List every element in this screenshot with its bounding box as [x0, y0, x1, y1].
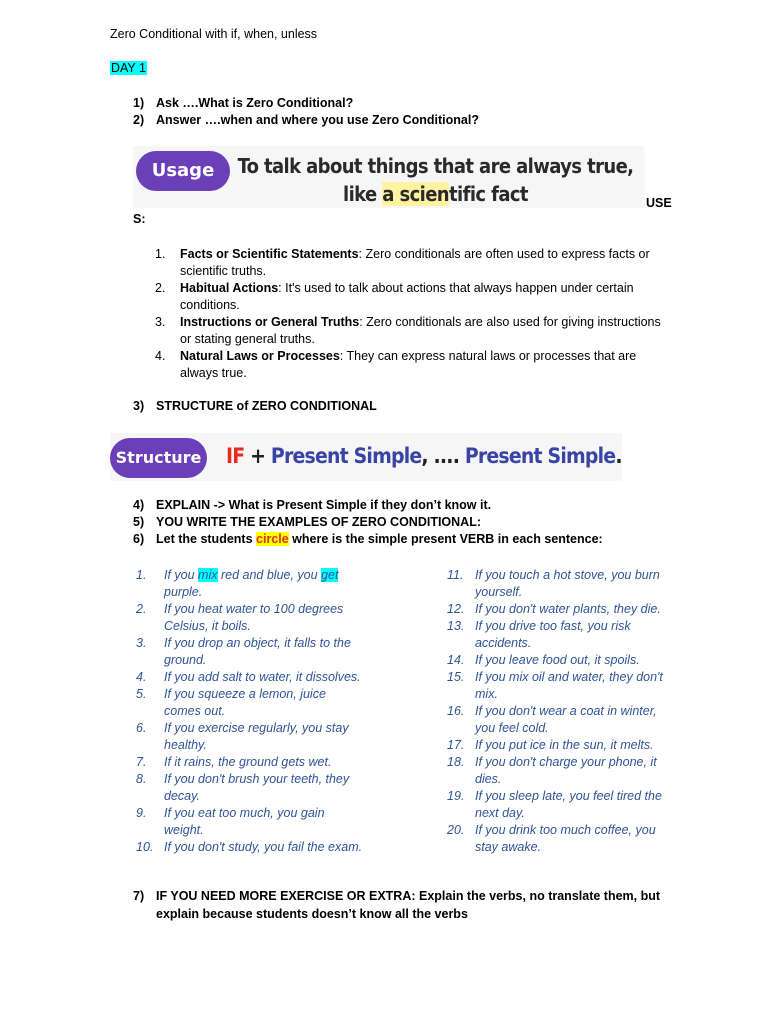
examples-left-column — [136, 567, 366, 856]
example-number: 8. — [136, 772, 147, 786]
verb-highlight: mix — [198, 568, 218, 582]
use-item — [155, 314, 675, 348]
step-number: 6) — [133, 532, 145, 546]
example-text: If you don't study, you fail the exam. — [164, 840, 363, 854]
example-item — [447, 567, 679, 601]
usage-banner — [133, 146, 645, 208]
uses-label-part-1: USE — [646, 196, 672, 210]
step-6 — [133, 532, 603, 546]
example-text: If you don't water plants, they die. — [475, 602, 661, 616]
example-text: If you don't brush your teeth, they decay. — [164, 772, 350, 803]
use-item — [155, 280, 675, 314]
example-text: If you drive too fast, you risk accidents. — [475, 619, 631, 650]
example-number: 12. — [447, 602, 465, 616]
example-item — [447, 754, 679, 788]
example-number: 6. — [136, 721, 147, 735]
example-text: If you heat water to 100 degrees Celsius, it boils. — [164, 602, 344, 633]
example-item — [136, 771, 366, 805]
uses-label-part-2: S: — [133, 212, 146, 226]
example-item — [447, 601, 679, 618]
document-title: Zero Conditional with if, when, unless — [110, 27, 318, 41]
usage-line-2-end: tific fact — [449, 182, 528, 206]
usage-line-2-start: like — [343, 182, 383, 206]
step-number: 2) — [133, 113, 145, 127]
use-description: : It's used to talk about actions that always happen under certain conditions. — [180, 281, 634, 312]
example-text: If you touch a hot stove, you burn yourself. — [475, 568, 660, 599]
step-number: 3) — [133, 399, 145, 413]
formula-if: IF — [226, 444, 245, 468]
step-text: IF YOU NEED MORE EXERCISE OR EXTRA: Explain the verbs, no translate them, but explain because students doesn’t know all the verbs — [156, 889, 661, 921]
structure-formula — [226, 444, 622, 468]
step-7 — [133, 887, 693, 923]
example-number: 11. — [447, 568, 464, 582]
formula-dot: . — [615, 444, 622, 468]
step-number: 5) — [133, 515, 145, 529]
step-number: 1) — [133, 96, 145, 110]
example-text: red and blue, you — [217, 568, 322, 582]
usage-description — [233, 152, 638, 208]
step-text-end: where is the simple present VERB in each sentence: — [288, 532, 603, 546]
use-term: Natural Laws or Processes — [180, 349, 340, 363]
example-text: If it rains, the ground gets wet. — [164, 755, 332, 769]
formula-separator: , .... — [421, 444, 465, 468]
verb-highlight: get — [321, 568, 339, 582]
examples-right-column — [447, 567, 679, 856]
step-4 — [133, 498, 491, 512]
usage-line-1: To talk about things that are always true, — [237, 154, 634, 178]
example-text: If you put ice in the sun, it melts. — [475, 738, 654, 752]
example-number: 2. — [136, 602, 147, 616]
example-number: 1. — [136, 568, 147, 582]
step-3 — [133, 399, 377, 413]
example-number: 13. — [447, 619, 465, 633]
step-text: YOU WRITE THE EXAMPLES OF ZERO CONDITIONAL: — [156, 515, 481, 529]
example-item — [447, 618, 679, 652]
use-term: Habitual Actions — [180, 281, 279, 295]
use-description: : They can express natural laws or processes that are always true. — [180, 349, 637, 380]
formula-plus: + — [244, 444, 271, 468]
example-item — [136, 720, 366, 754]
example-text: If you eat too much, you gain weight. — [164, 806, 325, 837]
example-text: If you don't wear a coat in winter, you feel cold. — [475, 704, 657, 735]
use-term: Instructions or General Truths — [180, 315, 360, 329]
step-5 — [133, 515, 481, 529]
example-text: If you drink too much coffee, you stay awake. — [475, 823, 656, 854]
example-number: 19. — [447, 789, 465, 803]
example-item — [136, 805, 366, 839]
step-text: Ask ….What is Zero Conditional? — [156, 96, 354, 110]
example-number: 4. — [136, 670, 147, 684]
use-item — [155, 348, 675, 382]
circle-highlight: circle — [256, 532, 289, 546]
example-text: If you mix oil and water, they don't mix. — [475, 670, 663, 701]
example-number: 14. — [447, 653, 465, 667]
example-item — [136, 635, 366, 669]
example-text: If you drop an object, it falls to the ground. — [164, 636, 351, 667]
use-term: Facts or Scientific Statements — [180, 247, 359, 261]
example-item — [136, 754, 366, 771]
example-item — [447, 703, 679, 737]
step-text: EXPLAIN -> What is Present Simple if they don’t know it. — [156, 498, 492, 512]
step-number: 7) — [133, 889, 145, 903]
step-text: STRUCTURE of ZERO CONDITIONAL — [156, 399, 377, 413]
example-text: If you add salt to water, it dissolves. — [164, 670, 361, 684]
example-item — [447, 669, 679, 703]
example-number: 9. — [136, 806, 147, 820]
use-number: 2. — [155, 281, 166, 295]
use-number: 1. — [155, 247, 166, 261]
step-number: 4) — [133, 498, 145, 512]
formula-present-simple-1: Present Simple — [270, 444, 422, 468]
example-number: 5. — [136, 687, 147, 701]
example-item — [136, 601, 366, 635]
day-label: DAY 1 — [111, 61, 146, 75]
step-2 — [133, 113, 479, 127]
step-text: Answer ….when and where you use Zero Conditional? — [156, 113, 479, 127]
example-text: If you squeeze a lemon, juice comes out. — [164, 687, 326, 718]
example-item — [136, 686, 366, 720]
usage-line-2 — [233, 180, 638, 208]
example-item — [447, 652, 679, 669]
example-text: If you leave food out, it spoils. — [475, 653, 640, 667]
example-number: 7. — [136, 755, 147, 769]
use-description: : Zero conditionals are also used for giving instructions or stating general truths. — [180, 315, 661, 346]
formula-present-simple-2: Present Simple — [464, 444, 616, 468]
structure-pill: Structure — [110, 438, 207, 478]
example-item — [447, 788, 679, 822]
step-text-start: Let the students — [156, 532, 257, 546]
example-number: 10. — [136, 840, 154, 854]
example-text: If you sleep late, you feel tired the next day. — [475, 789, 662, 820]
use-number: 3. — [155, 315, 166, 329]
example-text: purple. — [164, 585, 203, 599]
usage-highlight: a scien — [382, 182, 450, 206]
example-number: 18. — [447, 755, 465, 769]
use-number: 4. — [155, 349, 166, 363]
example-number: 17. — [447, 738, 465, 752]
example-number: 20. — [447, 823, 465, 837]
structure-banner — [110, 433, 622, 481]
step-1 — [133, 96, 353, 110]
use-item — [155, 246, 675, 280]
example-item — [447, 737, 679, 754]
example-item — [136, 669, 366, 686]
example-text: If you — [164, 568, 199, 582]
example-item — [136, 567, 366, 601]
example-text: If you don't charge your phone, it dies. — [475, 755, 657, 786]
example-number: 3. — [136, 636, 147, 650]
example-item — [136, 839, 366, 856]
usage-pill: Usage — [136, 151, 230, 191]
uses-list — [155, 246, 675, 382]
example-number: 15. — [447, 670, 465, 684]
use-description: : Zero conditionals are often used to express facts or scientific truths. — [180, 247, 650, 278]
example-text: If you exercise regularly, you stay healthy. — [164, 721, 349, 752]
example-number: 16. — [447, 704, 465, 718]
example-item — [447, 822, 679, 856]
